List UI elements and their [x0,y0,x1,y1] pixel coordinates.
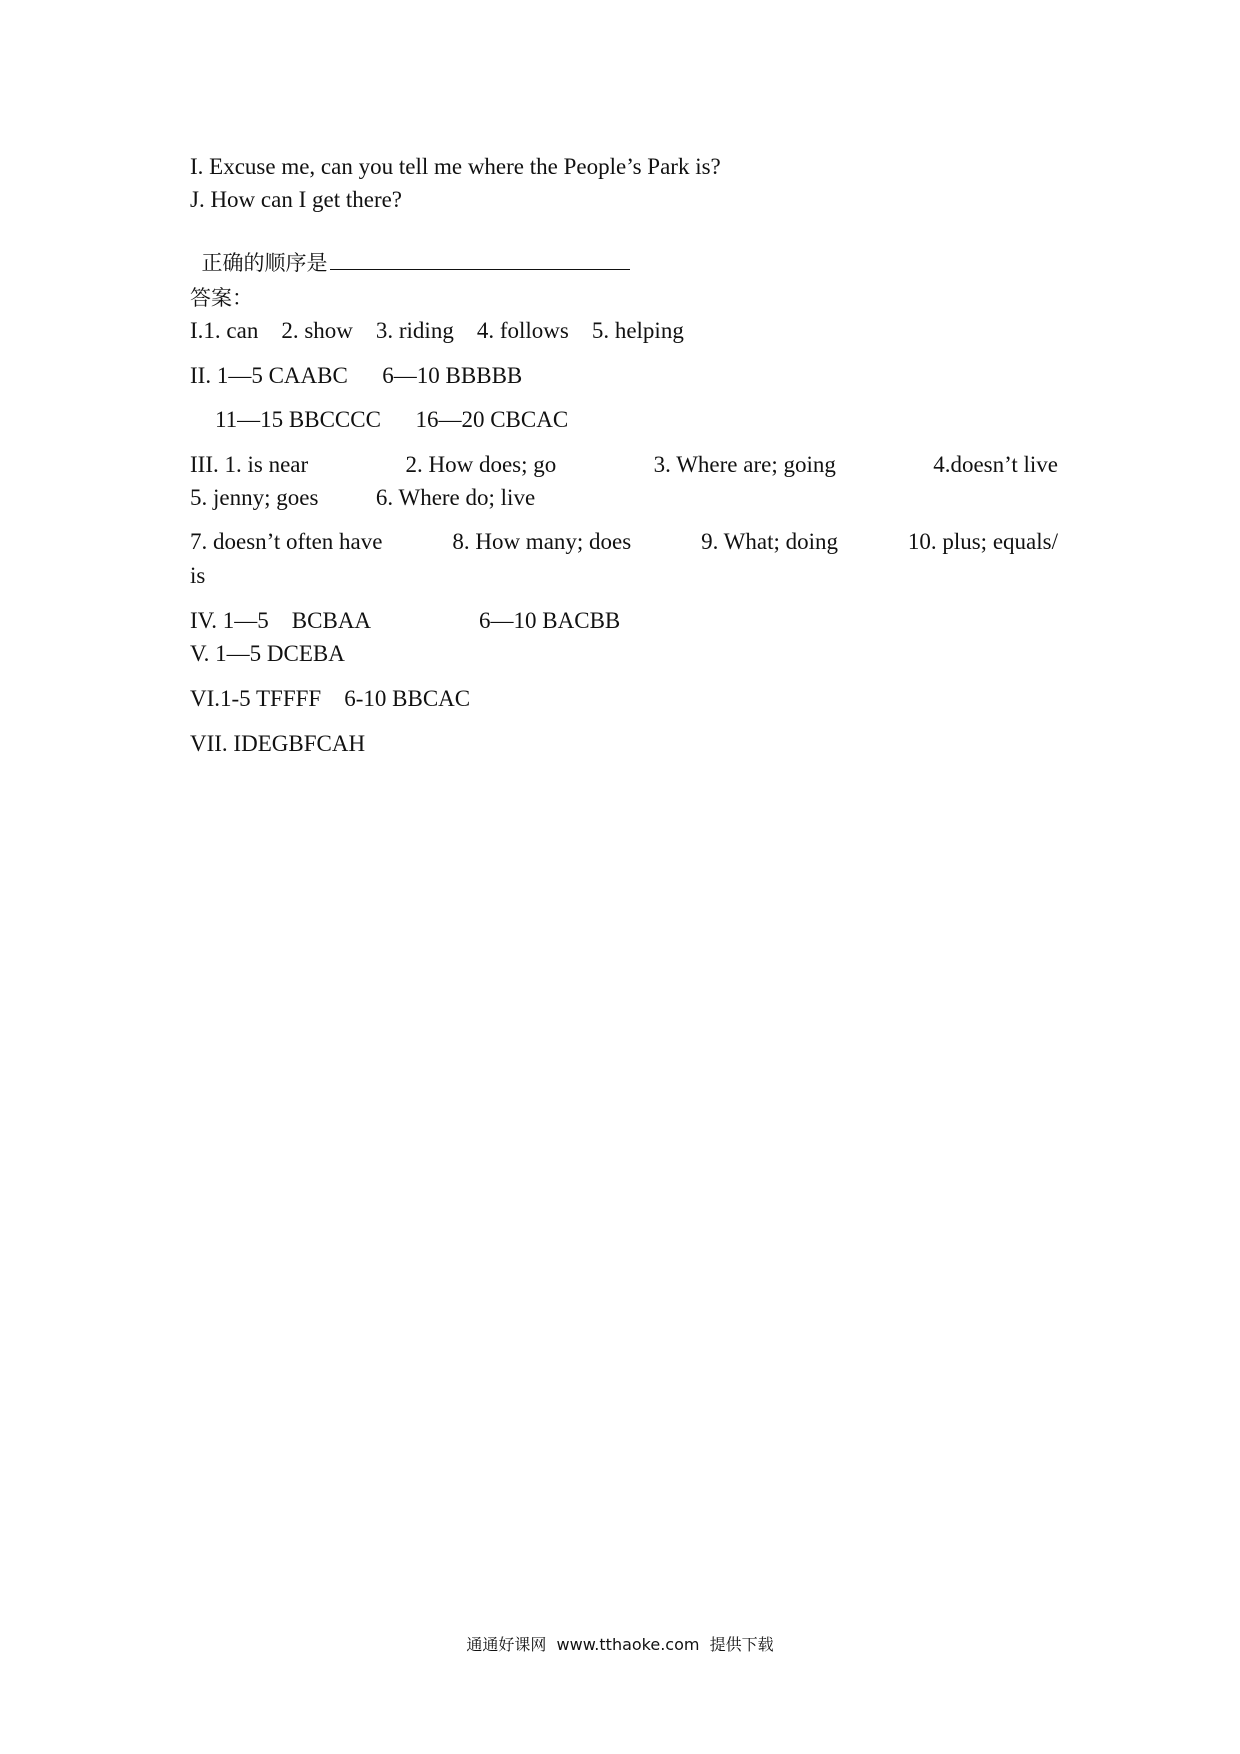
order-prompt-label: 正确的顺序是 [201,251,328,275]
answers-heading: 答案： [190,286,253,310]
part3-item-7: 7. doesn’t often have [190,529,383,554]
part3-item-2: 2. How does; go [405,452,557,477]
question-line-i: I. Excuse me, can you tell me where the People’s Park is? [190,154,721,179]
answers-part4: IV. 1—5 BCBAA 6—10 BACBB [190,608,621,633]
part3-item-3: 3. Where are; going [653,452,836,477]
answers-part1: I.1. can 2. show 3. riding 4. follows 5. helping [190,318,684,343]
part3-item-1: III. 1. is near [190,452,309,477]
question-line-j: J. How can I get there? [190,187,403,212]
order-prompt-line [190,217,630,278]
part3-item-4: 4.doesn’t live [933,452,1058,477]
answers-part3-wrap: is [190,563,206,588]
answers-part7: VII. IDEGBFCAH [190,731,366,756]
answers-part3-row-b: 5. jenny; goes 6. Where do; live [190,485,536,510]
answers-part2-a: II. 1—5 CAABC 6—10 BBBBB [190,363,523,388]
answers-part3-row-a [190,450,1058,480]
part3-item-8: 8. How many; does [452,529,632,554]
answer-blank[interactable] [330,247,630,270]
page-footer: 通通好课网 www.tthaoke.com 提供下载 [466,1635,774,1654]
answers-part5: V. 1—5 DCEBA [190,641,345,666]
answers-part6: VI.1-5 TFFFF 6-10 BBCAC [190,686,471,711]
answers-part2-b: 11—15 BBCCCC 16—20 CBCAC [215,407,569,432]
answers-part3-row-c [190,527,1058,557]
part3-item-9: 9. What; doing [701,529,838,554]
part3-item-10: 10. plus; equals/ [907,529,1058,554]
